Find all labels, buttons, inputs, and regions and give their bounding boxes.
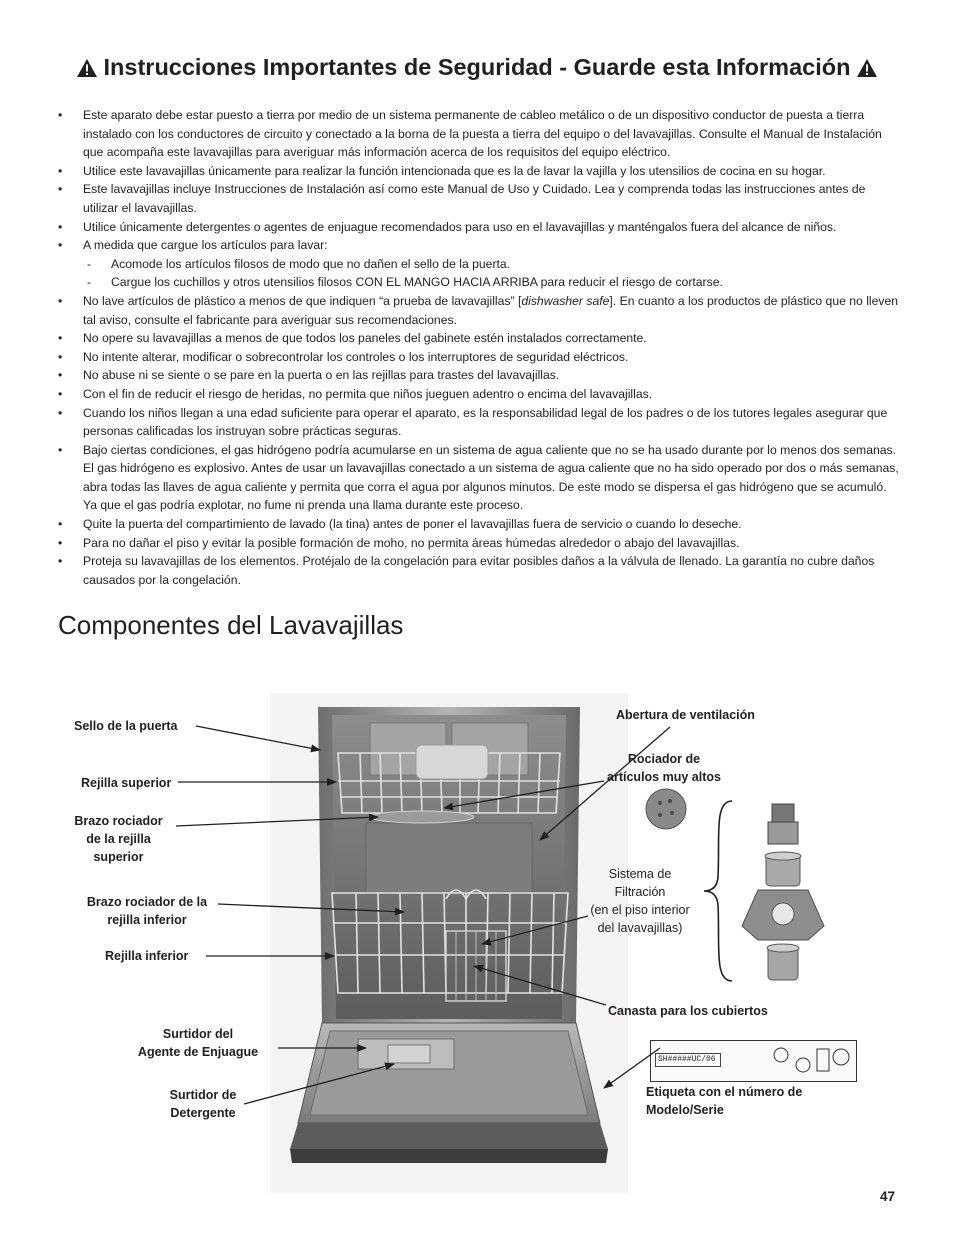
- safety-item: • No opere su lavavajillas a menos de que todos los paneles del gabinete estén instalados correctamente.: [58, 329, 900, 348]
- label-line: Surtidor del: [162, 1027, 234, 1041]
- plastic-text-italic: dishwasher safe: [521, 293, 610, 308]
- label-line: Sistema de: [608, 867, 672, 881]
- safety-item: • Con el fin de reducir el riesgo de heridas, no permita que niños jueguen adentro o encima del lavavajillas.: [58, 385, 900, 404]
- page-title-text: Instrucciones Importantes de Seguridad - Guarde esta Información: [103, 54, 851, 80]
- loading-subitem: - Cargue los cuchillos y otros utensilios filosos CON EL MANGO HACIA ARRIBA para reducir el riesgo de cortarse.: [83, 273, 900, 292]
- label-line: (en el piso interior: [590, 903, 690, 917]
- safety-item: • Proteja su lavavajillas de los elementos. Protéjalo de la congelación para evitar posibles daños a la válvula de llenado. La garantía no cubre daños causados por la congelación.: [58, 552, 900, 589]
- label-vent: Abertura de ventilación: [616, 708, 755, 722]
- label-upper-spray-arm: [72, 812, 165, 866]
- components-section-title: Componentes del Lavavajillas: [58, 610, 404, 640]
- safety-item: • Utilice únicamente detergentes o agentes de enjuague recomendados para uso en el lavavajillas y manténgalos fuera del alcance de niños.: [58, 218, 900, 237]
- label-rinse-aid-dispenser: [131, 1025, 265, 1061]
- label-filter-system: [583, 865, 697, 937]
- label-line: artículos muy altos: [607, 770, 721, 784]
- label-line: rejilla inferior: [107, 913, 187, 927]
- label-line: superior: [93, 850, 144, 864]
- plastic-text-after: ]. En cuanto a los productos de plástico que no lleven tal aviso, consulte el fabricante para averiguar sus recomendaciones.: [83, 293, 899, 327]
- safety-item-text: A medida que cargue los artículos para lavar:: [83, 238, 328, 253]
- label-line: Detergente: [170, 1106, 236, 1120]
- label-rating-plate: [646, 1083, 802, 1119]
- label-door-seal: Sello de la puerta: [74, 719, 178, 733]
- plastic-text-before: No lave artículos de plástico a menos de que indiquen “a prueba de lavavajillas” [: [83, 293, 522, 308]
- safety-item: • Para no dañar el piso y evitar la posible formación de moho, no permita áreas húmedas alrededor o abajo del lavavajillas.: [58, 534, 900, 553]
- label-line: Rociador de: [627, 752, 701, 766]
- page-number: 47: [880, 1189, 896, 1204]
- label-lower-spray-arm: [81, 893, 213, 929]
- label-line: Modelo/Serie: [646, 1103, 724, 1117]
- safety-item: • Utilice este lavavajillas únicamente para realizar la función intencionada que es la de lavar la vajilla y los utensilios de cocina en su hogar.: [58, 162, 900, 181]
- safety-item: • Cuando los niños llegan a una edad suficiente para operar el aparato, es la responsabilidad legal de los padres o de los tutores legales asegurar que personas calificadas los instruyan sobre prácticas seguras.: [58, 404, 900, 441]
- label-line: de la rejilla: [86, 832, 151, 846]
- rating-plate-model: SH#####UC/06: [655, 1053, 721, 1067]
- label-detergent-dispenser: [163, 1086, 243, 1122]
- loading-subitem: - Acomode los artículos filosos de modo que no dañen el sello de la puerta.: [83, 255, 900, 274]
- safety-item: • No intente alterar, modificar o sobrecontrolar los controles o los interruptores de seguridad eléctricos.: [58, 348, 900, 367]
- label-line: Brazo rociador: [74, 814, 163, 828]
- label-line: Brazo rociador de la: [86, 895, 208, 909]
- label-tall-items-sprayer: [600, 750, 728, 786]
- label-upper-rack: Rejilla superior: [81, 776, 172, 790]
- safety-item: • No abuse ni se siente o se pare en la puerta o en las rejillas para trastes del lavavajillas.: [58, 366, 900, 385]
- safety-item: • Este lavavajillas incluye Instrucciones de Instalación así como este Manual de Uso y Cuidado. Lea y comprenda todas las instrucciones antes de utilizar el lavavajillas.: [58, 180, 900, 217]
- safety-item: • Bajo ciertas condiciones, el gas hidrógeno podría acumularse en un sistema de agua caliente que no se ha usado durante por lo menos dos semanas. El gas hidrógeno es explosivo. Antes de usar un lavavajillas conectado a un sistema de agua caliente que no ha sido operado por dos o más semanas, abra todas las llaves de agua caliente y permita que corra el agua por algunos minutos. De este modo se dispersa el gas hidrógeno que se acumuló. Ya que el gas podría explotar, no fume ni prenda una llama durante este proceso.: [58, 441, 900, 515]
- label-line: Agente de Enjuague: [137, 1045, 259, 1059]
- label-line: Surtidor de: [169, 1088, 237, 1102]
- safety-item: • Quite la puerta del compartimiento de lavado (la tina) antes de poner el lavavajillas fuera de servicio o cuando lo deseche.: [58, 515, 900, 534]
- label-cutlery-basket: Canasta para los cubiertos: [608, 1004, 768, 1018]
- label-lower-rack: Rejilla inferior: [105, 949, 189, 963]
- label-line: del lavavajillas): [597, 921, 683, 935]
- label-line: Etiqueta con el número de: [646, 1085, 803, 1099]
- safety-item: • Este aparato debe estar puesto a tierra por medio de un sistema permanente de cableo metálico o de un dispositivo conductor de puesta a tierra instalado con los conductores de circuito y conectado a la borna de la puesta a tierra del equipo o del lavavajillas. Consulte el Manual de Instalación que acompaña este lavavajillas para averiguar más información acerca de los requisitos del equipo eléctrico.: [58, 106, 900, 162]
- label-line: Filtración: [614, 885, 666, 899]
